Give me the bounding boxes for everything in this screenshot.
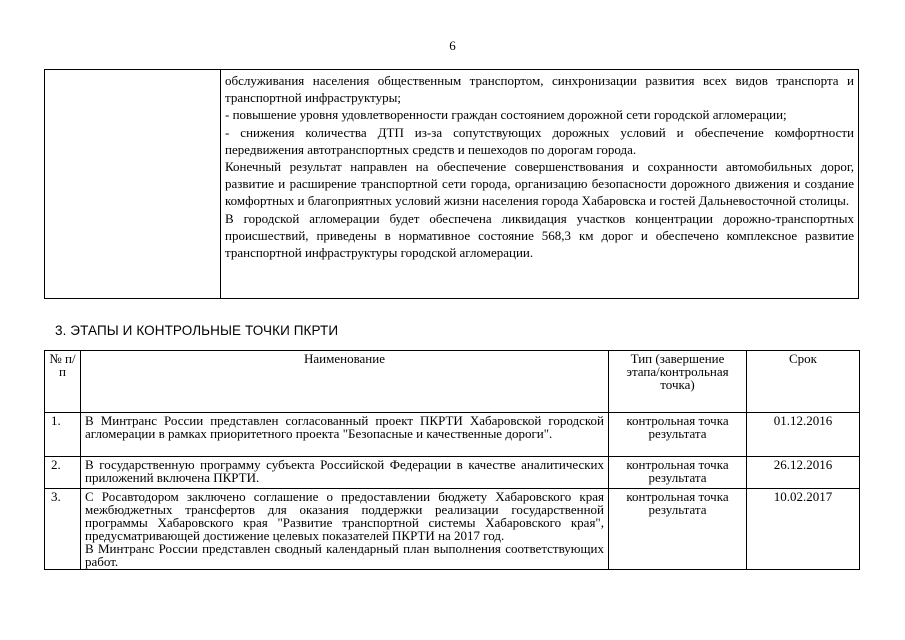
paragraph: обслуживания населения общественным транспортом, синхронизации развития всех видов транспорта и транспортной инфраструктуры; — [225, 73, 854, 106]
header-num: № п/п — [45, 351, 81, 413]
header-type: Тип (завершение этапа/контрольная точка) — [609, 351, 747, 413]
table-header-row — [45, 351, 860, 413]
row-name-paragraph: В Минтранс России представлен сводный календарный план выполнения соответствующих работ. — [85, 541, 604, 569]
continuation-table — [44, 69, 859, 299]
row-type: контрольная точка результата — [609, 489, 747, 570]
row-date: 26.12.2016 — [747, 457, 860, 489]
header-date: Срок — [747, 351, 860, 413]
paragraph: - повышение уровня удовлетворенности граждан состоянием дорожной сети городской агломерации; — [225, 107, 787, 123]
paragraph: Конечный результат направлен на обеспечение совершенствования и сохранности автомобильных дорог, развитие и расширение транспортной сети города, организацию безопасности дорожного движения и создание комфортных и благоприятных условий жизни населения города Хабаровска и гостей Дальневосточной столицы. — [225, 159, 854, 209]
row-type: контрольная точка результата — [609, 413, 747, 457]
continuation-text-cell — [221, 70, 858, 298]
row-name — [81, 489, 609, 570]
row-name: В Минтранс России представлен согласованный проект ПКРТИ Хабаровской городской агломерации в рамках приоритетного проекта "Безопасные и качественные дороги". — [81, 413, 609, 457]
stages-table — [44, 350, 860, 570]
table-row — [45, 413, 860, 457]
row-name: В государственную программу субъекта Российской Федерации в качестве аналитических приложений включена ПКРТИ. — [81, 457, 609, 489]
table-row — [45, 489, 860, 570]
table-row — [45, 457, 860, 489]
paragraph: - снижения количества ДТП из-за сопутствующих дорожных условий и обеспечение комфортности передвижения автотранспортных средств и пешеходов по дорогам города. — [225, 124, 854, 157]
row-num: 2. — [45, 457, 81, 489]
continuation-left-cell — [45, 70, 221, 298]
paragraph: В городской агломерации будет обеспечена ликвидация участков концентрации дорожно-транспортных происшествий, приведены в нормативное состояние 568,3 км дорог и обеспечено комплексное развитие транспортной инфраструктуры городской агломерации. — [225, 210, 854, 261]
row-type: контрольная точка результата — [609, 457, 747, 489]
row-name-paragraph: С Росавтодором заключено соглашение о предоставлении бюджету Хабаровского края межбюджетных трансфертов для оказания поддержки реализации государственной программы Хабаровского края "Развитие транспортной системы Хабаровского края", предусматривающей достижение целевых показателей ПКРТИ на 2017 год. — [85, 489, 604, 543]
row-date: 01.12.2016 — [747, 413, 860, 457]
page-number: 6 — [449, 38, 456, 53]
section-title: 3. ЭТАПЫ И КОНТРОЛЬНЫЕ ТОЧКИ ПКРТИ — [55, 323, 339, 338]
row-num: 3. — [45, 489, 81, 570]
row-num: 1. — [45, 413, 81, 457]
row-date: 10.02.2017 — [747, 489, 860, 570]
header-name: Наименование — [81, 351, 609, 413]
